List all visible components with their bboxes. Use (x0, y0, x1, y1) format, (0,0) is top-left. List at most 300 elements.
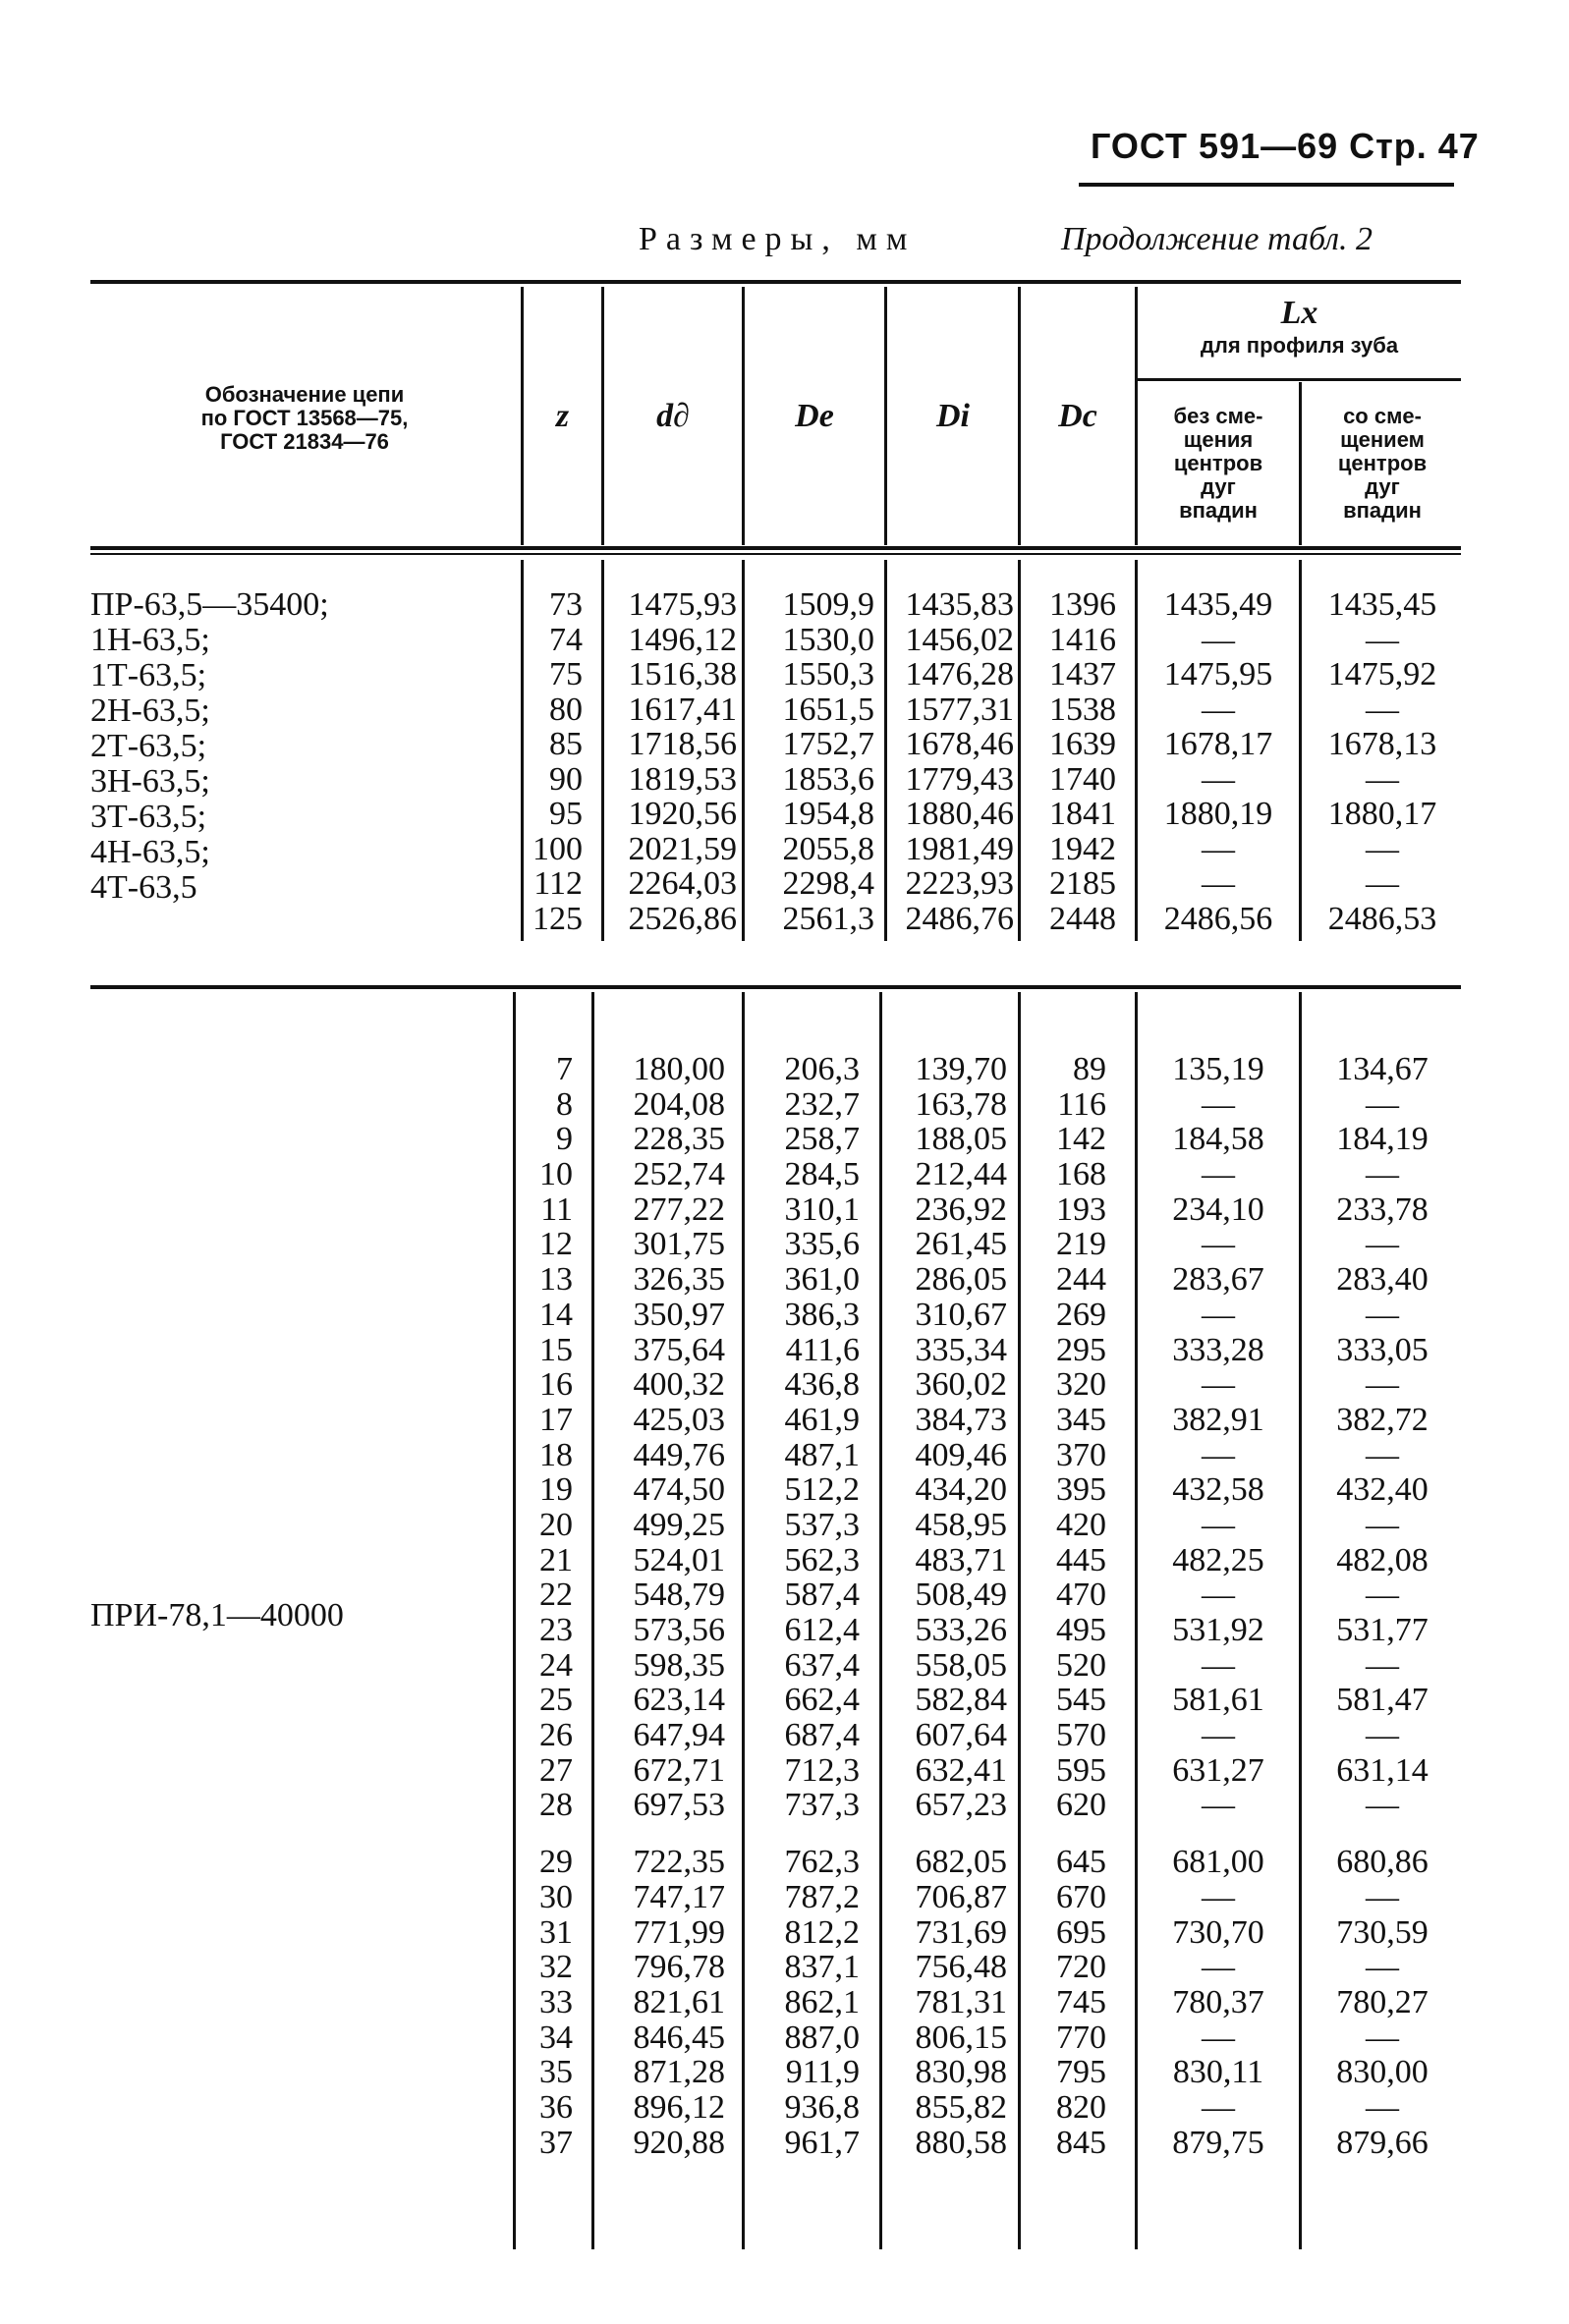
dc-cell: 670 (1056, 1878, 1106, 1915)
dc-cell: 820 (1056, 2088, 1106, 2126)
z-cell: 32 (539, 1949, 573, 1986)
de-cell: 961,7 (784, 2124, 860, 2161)
d-cell: 1496,12 (628, 621, 737, 658)
d-cell: 771,99 (633, 1913, 725, 1951)
lx-offset-cell: — (1366, 1085, 1399, 1123)
d-cell: 400,32 (633, 1366, 725, 1404)
d-cell: 896,12 (633, 2088, 725, 2126)
di-cell: 1577,31 (905, 691, 1014, 728)
lx-offset-cell: — (1366, 760, 1399, 798)
lx-offset-cell: 879,66 (1336, 2124, 1429, 2161)
designation-header (118, 383, 491, 454)
chain-designation: 4Н-63,5; (90, 834, 210, 870)
z-header: z (555, 398, 570, 434)
de-cell: 1853,6 (782, 760, 874, 798)
lx-offset-cell: — (1366, 1787, 1399, 1824)
lx-offset-cell: — (1366, 621, 1399, 658)
d-cell: 228,35 (633, 1121, 725, 1158)
di-cell: 706,87 (915, 1878, 1007, 1915)
di-cell: 533,26 (915, 1612, 1007, 1648)
de-cell: 762,3 (784, 1844, 860, 1881)
dc-cell: 116 (1057, 1085, 1106, 1123)
lx-offset-cell: 1678,13 (1327, 726, 1437, 762)
z-cell: 33 (539, 1983, 573, 2020)
lx-offset-cell: 1880,17 (1327, 796, 1437, 832)
dc-cell: 2448 (1049, 900, 1116, 937)
z-cell: 90 (549, 760, 583, 798)
table-continuation-caption: Продолжение табл. 2 (1061, 221, 1373, 257)
dc-cell: 1740 (1049, 760, 1116, 798)
z-cell: 73 (549, 586, 583, 623)
lx-no-offset-cell: 184,58 (1172, 1121, 1264, 1158)
chain-designation: 3Н-63,5; (90, 763, 210, 800)
col-divider-s2 (742, 992, 745, 2249)
di-cell: 236,92 (915, 1190, 1007, 1228)
header-bottom-rule (90, 546, 1461, 550)
lx-offset-cell: 830,00 (1336, 2054, 1429, 2091)
dc-cell: 295 (1056, 1331, 1106, 1368)
d-cell: 821,61 (633, 1983, 725, 2020)
di-cell: 261,45 (915, 1226, 1007, 1263)
d-cell: 180,00 (633, 1051, 725, 1087)
di-cell: 335,34 (915, 1331, 1007, 1368)
de-cell: 812,2 (784, 1913, 860, 1951)
d-cell: 598,35 (633, 1646, 725, 1684)
z-cell: 13 (539, 1261, 573, 1299)
di-cell: 1981,49 (905, 830, 1014, 867)
de-cell: 1530,0 (782, 621, 874, 658)
d-cell: 277,22 (633, 1190, 725, 1228)
lx-offset-cell: — (1366, 2088, 1399, 2126)
lx-offset-cell: 333,05 (1336, 1331, 1429, 1368)
di-cell: 2223,93 (905, 865, 1014, 902)
di-cell: 286,05 (915, 1261, 1007, 1299)
dc-cell: 645 (1056, 1844, 1106, 1881)
dc-cell: 770 (1056, 2019, 1106, 2056)
d-cell: 672,71 (633, 1751, 725, 1789)
d-cell: 449,76 (633, 1436, 725, 1473)
dc-cell: 219 (1056, 1226, 1106, 1263)
lx-offset-cell: 233,78 (1336, 1190, 1429, 1228)
col-divider-header (601, 287, 604, 545)
dc-cell: 720 (1056, 1949, 1106, 1986)
lx-no-offset-cell: 581,61 (1172, 1682, 1264, 1719)
de-cell: 712,3 (784, 1751, 860, 1789)
d-cell: 920,88 (633, 2124, 725, 2161)
di-cell: 508,49 (915, 1577, 1007, 1614)
d-cell: 846,45 (633, 2019, 725, 2056)
lx-no-offset-cell: — (1202, 691, 1235, 728)
di-cell: 163,78 (915, 1085, 1007, 1123)
col-divider-s1 (884, 560, 887, 941)
dc-cell: 89 (1073, 1051, 1106, 1087)
di-cell: 310,67 (915, 1296, 1007, 1333)
lx-no-offset-cell: — (1202, 1717, 1235, 1754)
lx-no-offset-cell: 2486,56 (1163, 900, 1273, 937)
z-column (526, 587, 583, 936)
di-cell: 1779,43 (905, 760, 1014, 798)
di-header: Di (936, 398, 970, 434)
lx-no-offset-cell: — (1202, 1296, 1235, 1333)
z-cell: 21 (539, 1541, 573, 1578)
di-cell: 212,44 (915, 1156, 1007, 1193)
lx-offset-cell: — (1366, 1506, 1399, 1543)
lx-offset-cell: 631,14 (1336, 1751, 1429, 1789)
de-cell: 386,3 (784, 1296, 860, 1333)
di-cell: 682,05 (915, 1844, 1007, 1881)
de-cell: 562,3 (784, 1541, 860, 1578)
lx-no-offset-cell: — (1202, 1226, 1235, 1263)
z-cell: 37 (539, 2124, 573, 2161)
col-divider-s1 (521, 560, 524, 941)
col-divider-header (521, 287, 524, 545)
di-cell: 483,71 (915, 1541, 1007, 1578)
lx-no-offset-column (1140, 587, 1297, 936)
dc-cell: 395 (1056, 1471, 1106, 1509)
lx-no-offset-cell: 382,91 (1172, 1401, 1264, 1438)
z-cell: 11 (540, 1190, 573, 1228)
z-cell: 12 (539, 1226, 573, 1263)
lx-subheader-rule (1135, 378, 1461, 381)
lx-no-offset-cell: 780,37 (1172, 1983, 1264, 2020)
dc-cell: 1841 (1049, 796, 1116, 832)
dc-column (1023, 1052, 1106, 2160)
di-cell: 582,84 (915, 1682, 1007, 1719)
z-cell: 26 (539, 1717, 573, 1754)
col-divider-s2 (513, 992, 516, 2249)
dc-cell: 370 (1056, 1436, 1106, 1473)
d-cell: 499,25 (633, 1506, 725, 1543)
d-cell: 301,75 (633, 1226, 725, 1263)
di-cell: 1476,28 (905, 656, 1014, 692)
d-cell: 425,03 (633, 1401, 725, 1438)
lx-no-offset-cell: 1678,17 (1163, 726, 1273, 762)
lx-offset-cell: 780,27 (1336, 1983, 1429, 2020)
offset-header-line: впадин (1343, 498, 1422, 523)
de-cell: 587,4 (784, 1577, 860, 1614)
de-cell: 2298,4 (782, 865, 874, 902)
di-cell: 1456,02 (905, 621, 1014, 658)
lx-no-offset-cell: 631,27 (1172, 1751, 1264, 1789)
z-cell: 35 (539, 2054, 573, 2091)
di-cell: 756,48 (915, 1949, 1007, 1986)
lx-offset-cell: — (1366, 1366, 1399, 1404)
di-cell: 855,82 (915, 2088, 1007, 2126)
dc-cell: 2185 (1049, 865, 1116, 902)
lx-no-offset-cell: 1435,49 (1163, 586, 1273, 623)
lx-no-offset-cell: — (1202, 1506, 1235, 1543)
lx-no-offset-cell: — (1202, 1577, 1235, 1614)
de-cell: 936,8 (784, 2088, 860, 2126)
lx-no-offset-cell: — (1202, 1878, 1235, 1915)
lx-no-offset-cell: 1475,95 (1163, 656, 1273, 692)
de-column (747, 587, 874, 936)
lx-offset-cell: 1475,92 (1327, 656, 1437, 692)
dc-cell: 1942 (1049, 830, 1116, 867)
d-cell: 1718,56 (628, 726, 737, 762)
lx-no-offset-cell: 135,19 (1172, 1051, 1264, 1087)
designation-header-line: по ГОСТ 13568—75, (200, 406, 409, 430)
de-cell: 887,0 (784, 2019, 860, 2056)
lx-no-offset-cell: — (1202, 1156, 1235, 1193)
lx-no-offset-cell: 730,70 (1172, 1913, 1264, 1951)
di-cell: 458,95 (915, 1506, 1007, 1543)
z-cell: 18 (539, 1436, 573, 1473)
dc-cell: 320 (1056, 1366, 1106, 1404)
z-cell: 25 (539, 1682, 573, 1719)
di-cell: 409,46 (915, 1436, 1007, 1473)
chain-designation: 2Н-63,5; (90, 692, 210, 729)
lx-offset-cell: — (1366, 1646, 1399, 1684)
lx-offset-cell: 2486,53 (1327, 900, 1437, 937)
dc-cell: 845 (1056, 2124, 1106, 2161)
d-column (597, 1052, 725, 2160)
dc-cell: 620 (1056, 1787, 1106, 1824)
lx-offset-cell: 482,08 (1336, 1541, 1429, 1578)
lx-offset-cell: — (1366, 1156, 1399, 1193)
z-cell: 30 (539, 1878, 573, 1915)
designation-header-line: Обозначение цепи (204, 382, 405, 407)
z-cell: 17 (539, 1401, 573, 1438)
de-cell: 837,1 (784, 1949, 860, 1986)
d-cell: 350,97 (633, 1296, 725, 1333)
z-cell: 34 (539, 2019, 573, 2056)
di-column (884, 1052, 1007, 2160)
lx-offset-cell: — (1366, 1436, 1399, 1473)
de-cell: 862,1 (784, 1983, 860, 2020)
de-cell: 411,6 (785, 1331, 860, 1368)
de-cell: 1550,3 (782, 656, 874, 692)
chain-designation: 1Н-63,5; (90, 622, 210, 658)
z-cell: 10 (539, 1156, 573, 1193)
lx-no-offset-cell: 333,28 (1172, 1331, 1264, 1368)
z-cell: 112 (533, 865, 583, 902)
dc-cell: 745 (1056, 1983, 1106, 2020)
offset-header-line: со сме- (1343, 404, 1422, 428)
dc-cell: 695 (1056, 1913, 1106, 1951)
di-cell: 781,31 (915, 1983, 1007, 2020)
lx-offset-cell: — (1366, 1717, 1399, 1754)
di-cell: 1435,83 (905, 586, 1014, 623)
di-cell: 1880,46 (905, 796, 1014, 832)
col-divider-s2 (1135, 992, 1138, 2249)
col-divider-s2 (879, 992, 882, 2249)
d-cell: 252,74 (633, 1156, 725, 1193)
de-header: Dе (795, 398, 834, 434)
de-cell: 537,3 (784, 1506, 860, 1543)
d-cell: 2526,86 (628, 900, 737, 937)
section1-designations (90, 587, 329, 906)
col-divider-header (1299, 382, 1302, 545)
lx-no-offset-cell: — (1202, 1949, 1235, 1986)
dc-cell: 1639 (1049, 726, 1116, 762)
d-cell: 2264,03 (628, 865, 737, 902)
z-cell: 80 (549, 691, 583, 728)
d-cell: 1617,41 (628, 691, 737, 728)
lx-no-offset-cell: 681,00 (1172, 1844, 1264, 1881)
d-cell: 697,53 (633, 1787, 725, 1824)
d-cell: 623,14 (633, 1682, 725, 1719)
d-column (605, 587, 737, 936)
lx-offset-cell: 184,19 (1336, 1121, 1429, 1158)
de-cell: 787,2 (784, 1878, 860, 1915)
di-cell: 139,70 (915, 1051, 1007, 1087)
chain-designation: ПР-63,5—35400; (90, 586, 329, 623)
lx-subheader: для профиля зуба (1200, 333, 1399, 358)
lx-no-offset-cell: — (1202, 2088, 1235, 2126)
lx-offset-cell: — (1366, 865, 1399, 902)
d-cell: 1516,38 (628, 656, 737, 692)
lx-offset-cell: 581,47 (1336, 1682, 1429, 1719)
de-cell: 310,1 (784, 1190, 860, 1228)
de-cell: 512,2 (784, 1471, 860, 1509)
dc-cell: 193 (1056, 1190, 1106, 1228)
lx-offset-cell: 531,77 (1336, 1612, 1429, 1648)
de-cell: 335,6 (784, 1226, 860, 1263)
de-cell: 2561,3 (782, 900, 874, 937)
z-cell: 95 (549, 796, 583, 832)
d-cell: 747,17 (633, 1878, 725, 1915)
dc-cell: 1437 (1049, 656, 1116, 692)
offset-header (1304, 405, 1461, 523)
lx-offset-column (1304, 587, 1461, 936)
dc-cell: 168 (1056, 1156, 1106, 1193)
offset-header-line: центров (1337, 451, 1428, 475)
de-cell: 687,4 (784, 1717, 860, 1754)
dc-cell: 520 (1056, 1646, 1106, 1684)
dc-cell: 345 (1056, 1401, 1106, 1438)
di-cell: 806,15 (915, 2019, 1007, 2056)
de-cell: 284,5 (784, 1156, 860, 1193)
de-cell: 258,7 (784, 1121, 860, 1158)
lx-no-offset-cell: 432,58 (1172, 1471, 1264, 1509)
di-cell: 632,41 (915, 1751, 1007, 1789)
section2-designation: ПРИ-78,1—40000 (90, 1597, 344, 1633)
z-cell: 29 (539, 1844, 573, 1881)
lx-no-offset-cell: 283,67 (1172, 1261, 1264, 1299)
offset-header-line: щением (1340, 427, 1425, 452)
offset-header-line: дуг (1365, 474, 1400, 499)
d-cell: 326,35 (633, 1261, 725, 1299)
z-cell: 14 (539, 1296, 573, 1333)
z-cell: 36 (539, 2088, 573, 2126)
section-divider-rule (90, 985, 1461, 989)
dc-cell: 595 (1056, 1751, 1106, 1789)
de-cell: 911,9 (785, 2054, 860, 2091)
di-cell: 607,64 (915, 1717, 1007, 1754)
lx-no-offset-cell: — (1202, 2019, 1235, 2056)
lx-no-offset-column (1140, 1052, 1297, 2160)
di-cell: 830,98 (915, 2054, 1007, 2091)
no-offset-header-line: центров (1173, 451, 1263, 475)
lx-no-offset-cell: — (1202, 1787, 1235, 1824)
lx-no-offset-cell: — (1202, 1366, 1235, 1404)
de-cell: 2055,8 (782, 830, 874, 867)
col-divider-s2 (1299, 992, 1302, 2249)
di-cell: 558,05 (915, 1646, 1007, 1684)
lx-no-offset-cell: 531,92 (1172, 1612, 1264, 1648)
de-cell: 361,0 (784, 1261, 860, 1299)
lx-offset-cell: — (1366, 1878, 1399, 1915)
z-cell: 24 (539, 1646, 573, 1684)
lx-no-offset-cell: — (1202, 621, 1235, 658)
lx-no-offset-cell: 1880,19 (1163, 796, 1273, 832)
di-cell: 1678,46 (905, 726, 1014, 762)
di-cell: 2486,76 (905, 900, 1014, 937)
z-cell: 20 (539, 1506, 573, 1543)
de-cell: 206,3 (784, 1051, 860, 1087)
col-divider-s2 (591, 992, 594, 2249)
d-cell: 548,79 (633, 1577, 725, 1614)
z-cell: 75 (549, 656, 583, 692)
di-column (888, 587, 1014, 936)
dc-cell: 545 (1056, 1682, 1106, 1719)
z-cell: 15 (539, 1331, 573, 1368)
d-cell: 2021,59 (628, 830, 737, 867)
lx-offset-cell: — (1366, 1296, 1399, 1333)
d-cell: 796,78 (633, 1949, 725, 1986)
di-cell: 188,05 (915, 1121, 1007, 1158)
d-cell: 871,28 (633, 2054, 725, 2091)
lx-offset-cell: 382,72 (1336, 1401, 1429, 1438)
z-cell: 16 (539, 1366, 573, 1404)
z-cell: 100 (532, 830, 583, 867)
z-cell: 7 (556, 1051, 573, 1087)
lx-no-offset-cell: 234,10 (1172, 1190, 1264, 1228)
z-cell: 28 (539, 1787, 573, 1824)
z-cell: 8 (556, 1085, 573, 1123)
de-cell: 487,1 (784, 1436, 860, 1473)
dc-cell: 244 (1056, 1261, 1106, 1299)
de-cell: 1752,7 (782, 726, 874, 762)
z-column (519, 1052, 573, 2160)
dc-cell: 1396 (1049, 586, 1116, 623)
lx-offset-cell: 432,40 (1336, 1471, 1429, 1509)
d-cell: 524,01 (633, 1541, 725, 1578)
z-cell: 22 (539, 1577, 573, 1614)
z-cell: 19 (539, 1471, 573, 1509)
lx-offset-cell: — (1366, 1577, 1399, 1614)
dc-cell: 570 (1056, 1717, 1106, 1754)
col-divider-s2 (1018, 992, 1021, 2249)
lx-offset-cell: — (1366, 2019, 1399, 2056)
col-divider-s1 (1299, 560, 1302, 941)
page-header: ГОСТ 591—69 Стр. 47 (1091, 126, 1480, 166)
lx-header: Lx (1280, 295, 1318, 331)
col-divider-header (1135, 287, 1138, 545)
no-offset-header-line: дуг (1201, 474, 1236, 499)
d-cell: 1920,56 (628, 796, 737, 832)
col-divider-s1 (742, 560, 745, 941)
di-cell: 731,69 (915, 1913, 1007, 1951)
lx-offset-cell: — (1366, 1226, 1399, 1263)
col-divider-s1 (1135, 560, 1138, 941)
dc-cell: 269 (1056, 1296, 1106, 1333)
z-cell: 31 (539, 1913, 573, 1951)
lx-offset-column (1304, 1052, 1461, 2160)
lx-no-offset-cell: — (1202, 1085, 1235, 1123)
z-cell: 85 (549, 726, 583, 762)
de-cell: 232,7 (784, 1085, 860, 1123)
designation-header-line: ГОСТ 21834—76 (220, 429, 389, 454)
lx-offset-cell: — (1366, 691, 1399, 728)
chain-designation: 1Т-63,5; (90, 657, 207, 693)
dc-cell: 1538 (1049, 691, 1116, 728)
no-offset-header-line: впадин (1179, 498, 1258, 523)
chain-designation: 4Т-63,5 (90, 869, 197, 906)
dc-cell: 1416 (1049, 621, 1116, 658)
de-cell: 662,4 (784, 1682, 860, 1719)
